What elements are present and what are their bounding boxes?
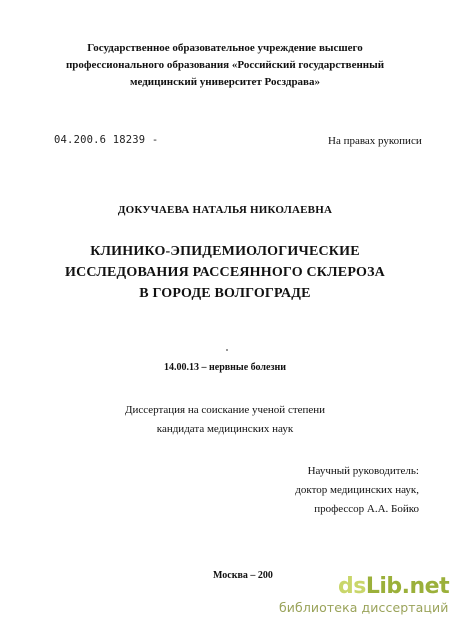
institution-line-3: медицинский университет Росздрава» bbox=[129, 76, 320, 88]
supervisor-line-2: доктор медицинских наук, bbox=[295, 484, 419, 496]
supervisor-block bbox=[230, 462, 419, 519]
city-year: Москва – 200 bbox=[213, 570, 273, 581]
institution-header bbox=[0, 40, 450, 91]
title-line-1: КЛИНИКО-ЭПИДЕМИОЛОГИЧЕСКИЕ bbox=[90, 244, 360, 259]
institution-line-1: Государственное образовательное учреждение высшего bbox=[87, 42, 363, 54]
degree-line-2: кандидата медицинских наук bbox=[156, 423, 294, 435]
title-line-2: ИССЛЕДОВАНИЯ РАССЕЯННОГО СКЛЕРОЗА bbox=[65, 265, 385, 280]
scan-speck bbox=[226, 349, 228, 351]
title-line-3: В ГОРОДЕ ВОЛГОГРАДЕ bbox=[139, 286, 311, 301]
supervisor-line-3: профессор А.А. Бойко bbox=[314, 503, 419, 515]
specialty-code: 14.00.13 – нервные болезни bbox=[164, 362, 286, 373]
author-name: ДОКУЧАЕВА НАТАЛЬЯ НИКОЛАЕВНА bbox=[117, 204, 333, 216]
institution-line-2: профессионального образования «Российский государственный bbox=[65, 59, 385, 71]
logo-part-1: ds bbox=[338, 574, 366, 599]
logo-part-2: Lib.net bbox=[365, 574, 450, 599]
archive-stamp-number: 04.200.6 18239 - bbox=[54, 134, 159, 146]
supervisor-line-1: Научный руководитель: bbox=[307, 465, 419, 477]
dissertation-title bbox=[0, 241, 450, 304]
dslib-watermark-logo bbox=[338, 574, 449, 599]
rights-note: На правах рукописи bbox=[328, 135, 422, 147]
dslib-watermark-caption: библиотека диссертаций bbox=[279, 600, 449, 615]
dissertation-degree bbox=[0, 401, 450, 439]
degree-line-1: Диссертация на соискание ученой степени bbox=[124, 404, 326, 416]
